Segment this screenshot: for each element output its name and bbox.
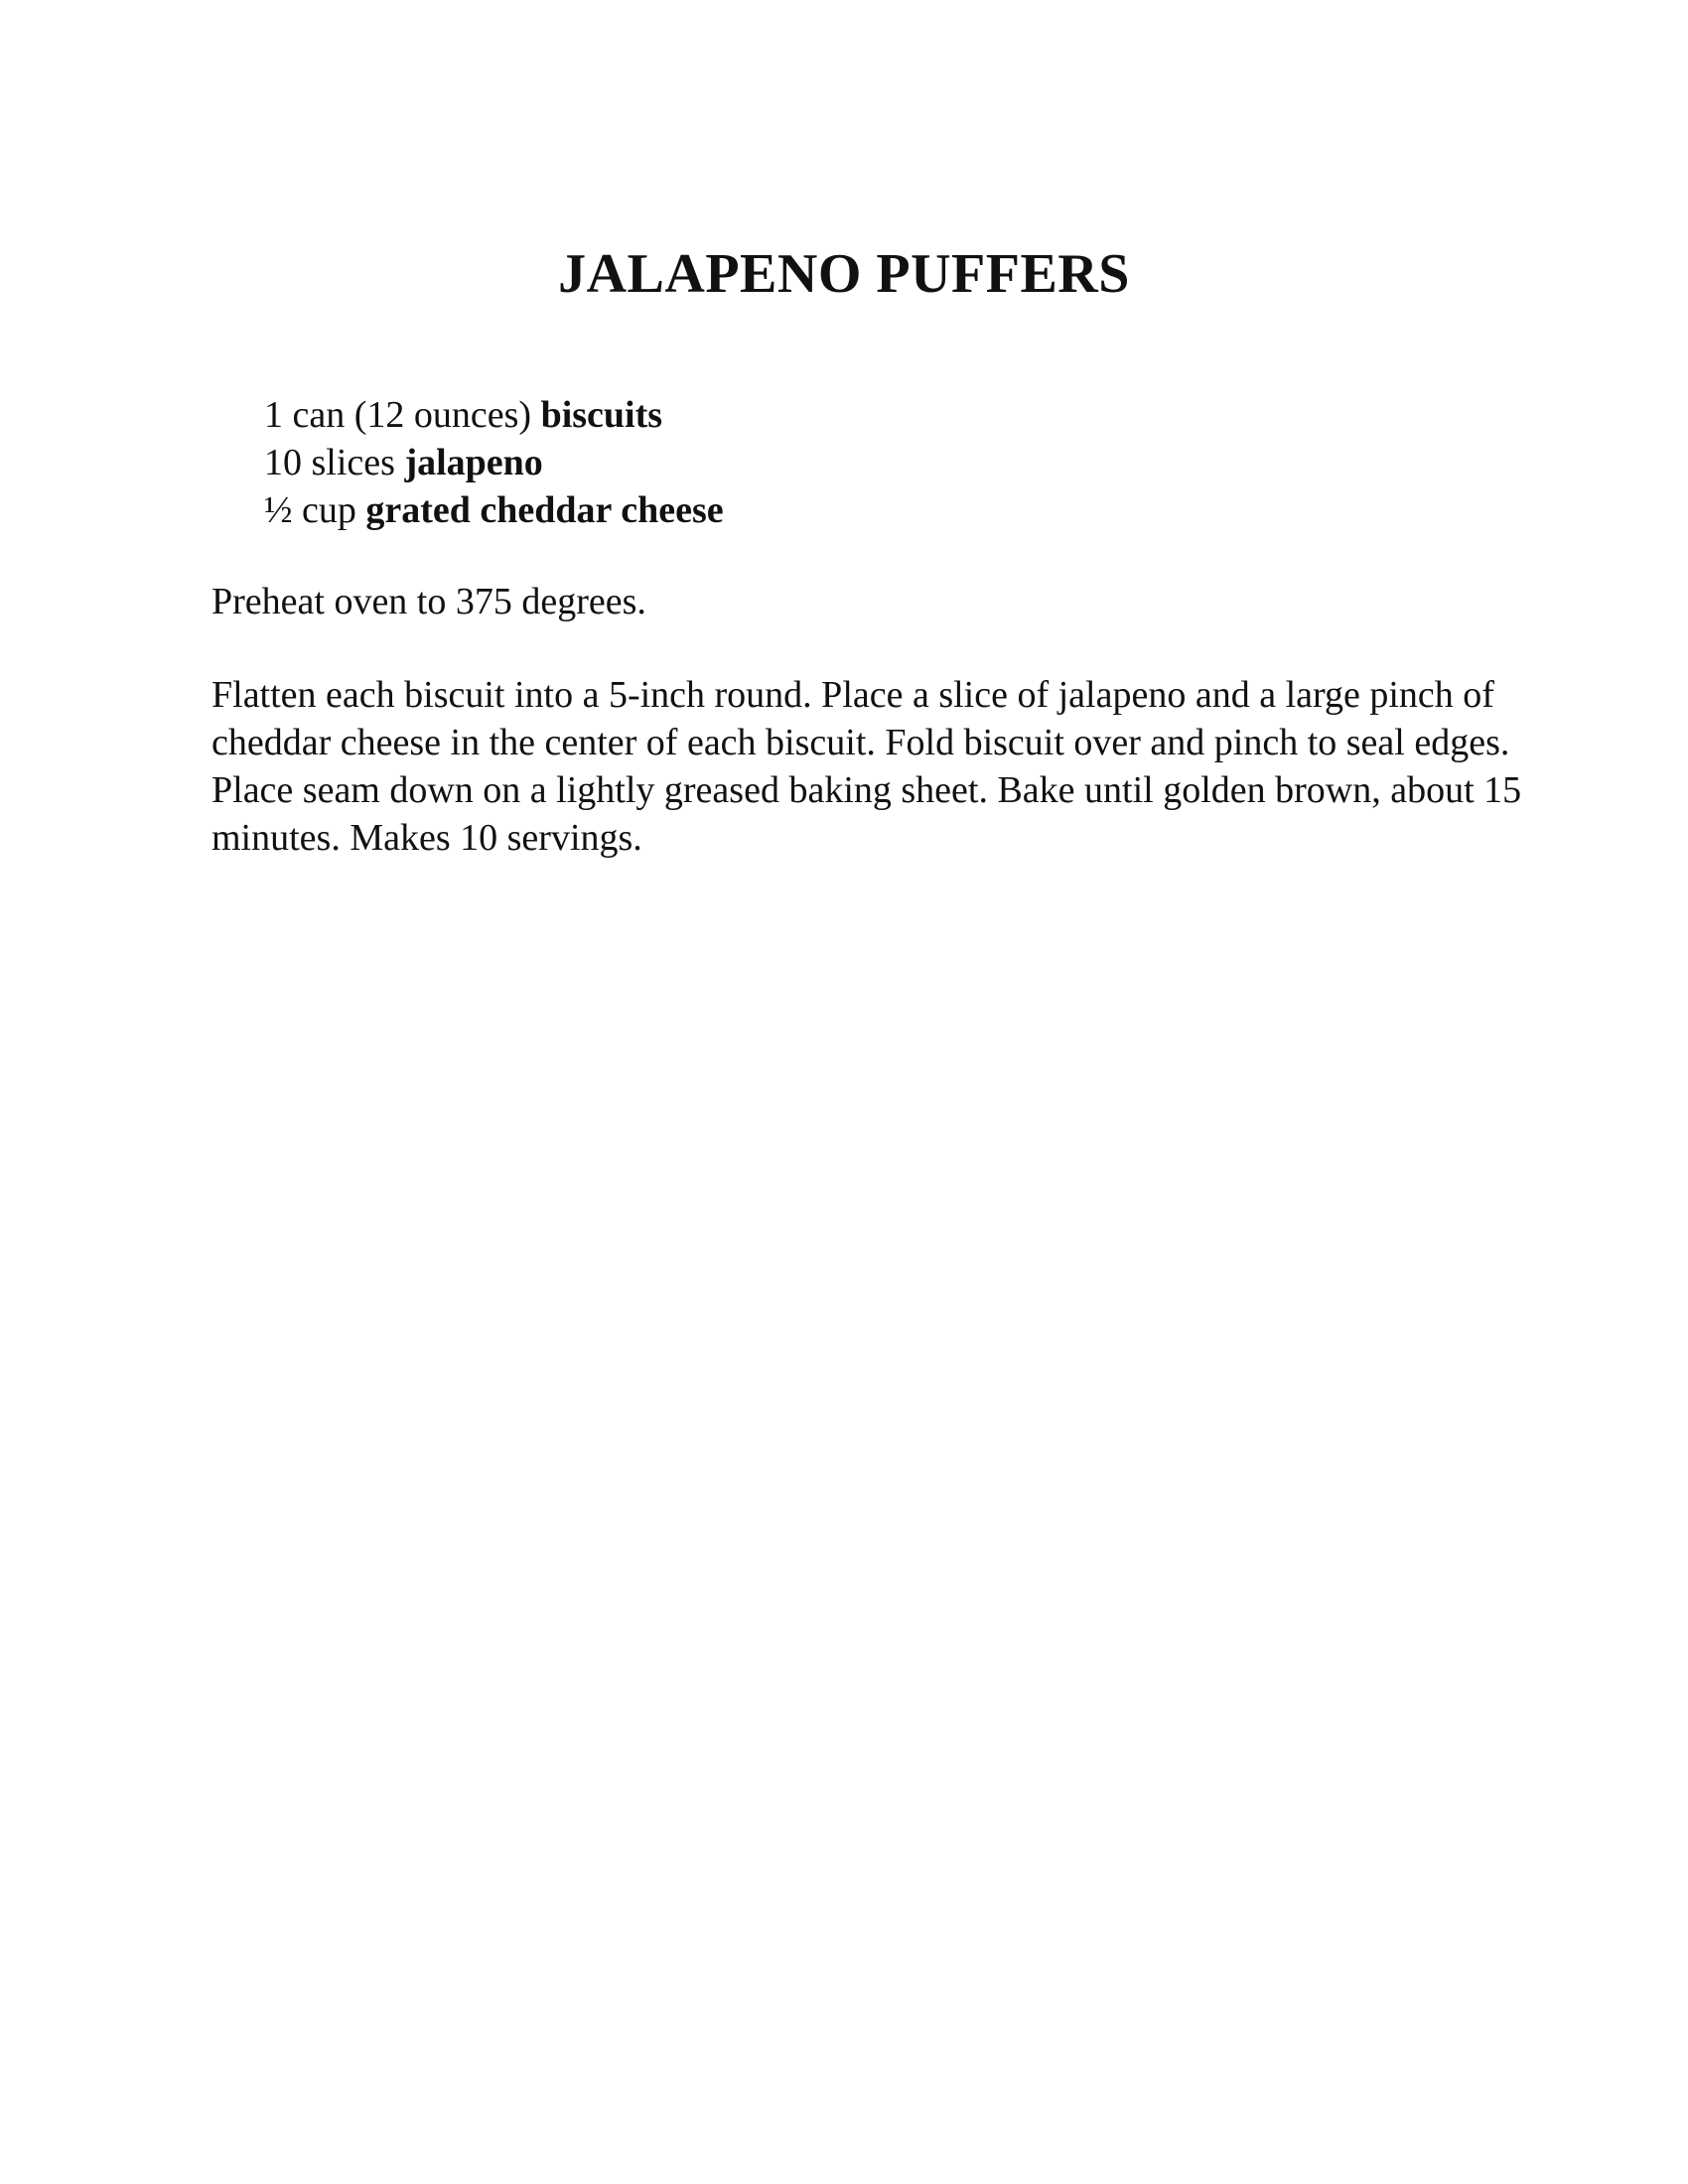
ingredient-item	[264, 391, 724, 439]
recipe-title: JALAPENO PUFFERS	[558, 243, 1130, 305]
instruction-step-preheat: Preheat oven to 375 degrees.	[211, 581, 646, 622]
ingredient-name: grated cheddar cheese	[365, 489, 724, 531]
ingredient-list	[264, 391, 724, 534]
ingredient-name: biscuits	[540, 394, 663, 436]
instruction-step-assemble: Flatten each biscuit into a 5-inch round. Place a slice of jalapeno and a large pinch of cheddar cheese in the center of each biscuit. Fold biscuit over and pinch to seal edges. Place seam down on a lightly greased baking sheet. Bake until golden brown, about 15 minutes. Makes 10 servings.	[211, 674, 1522, 859]
ingredient-amount: ½ cup	[264, 489, 366, 531]
ingredient-amount: 10 slices	[264, 442, 405, 483]
ingredient-item	[264, 439, 724, 486]
ingredient-item	[264, 486, 724, 534]
ingredient-amount: 1 can (12 ounces)	[264, 394, 541, 436]
ingredient-name: jalapeno	[404, 442, 543, 483]
